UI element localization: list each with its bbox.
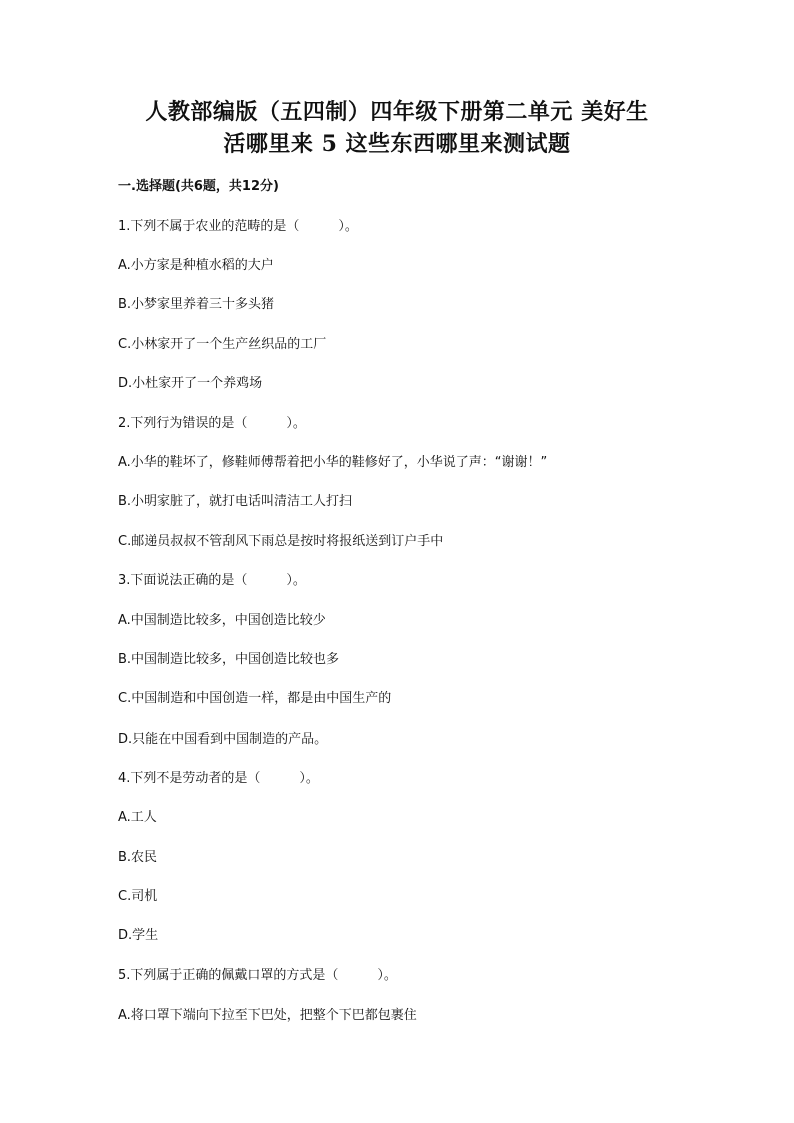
question-4-stem: 4.下列不是劳动者的是（ ）。	[118, 771, 319, 786]
question-5-option-a: A.将口罩下端向下拉至下巴处，把整个下巴都包裹住	[118, 1008, 417, 1023]
question-1-option-a: A.小方家是种植水稻的大户	[118, 258, 274, 273]
question-5-stem: 5.下列属于正确的佩戴口罩的方式是（ ）。	[118, 968, 397, 983]
question-2-option-b: B.小明家脏了，就打电话叫清洁工人打扫	[118, 494, 353, 509]
question-2-option-a: A.小华的鞋坏了，修鞋师傅帮着把小华的鞋修好了，小华说了声：“谢谢！”	[118, 455, 548, 470]
question-1-option-b: B.小梦家里养着三十多头猪	[118, 297, 275, 312]
question-4-option-b: B.农民	[118, 850, 158, 865]
question-3-option-b: B.中国制造比较多，中国创造比较也多	[118, 652, 340, 667]
document-title-line-2: 活哪里来 5 这些东西哪里来测试题	[223, 131, 571, 157]
question-2-option-c: C.邮递员叔叔不管刮风下雨总是按时将报纸送到订户手中	[118, 534, 444, 549]
question-2-stem: 2.下列行为错误的是（ ）。	[118, 416, 306, 431]
question-4-option-a: A.工人	[118, 810, 157, 825]
question-4-option-d: D.学生	[118, 928, 159, 943]
question-3-option-c: C.中国制造和中国创造一样，都是由中国生产的	[118, 691, 392, 706]
question-3-stem: 3.下面说法正确的是（ ）。	[118, 573, 306, 588]
question-4-option-c: C.司机	[118, 889, 158, 904]
question-1-option-d: D.小杜家开了一个养鸡场	[118, 376, 263, 391]
question-3-option-d: D.只能在中国看到中国制造的产品。	[118, 732, 328, 747]
question-1-stem: 1.下列不属于农业的范畴的是（ ）。	[118, 219, 358, 234]
document-title-line-1: 人教部编版（五四制）四年级下册第二单元 美好生	[145, 99, 649, 125]
question-1-option-c: C.小林家开了一个生产丝织品的工厂	[118, 337, 327, 352]
question-3-option-a: A.中国制造比较多，中国创造比较少	[118, 613, 326, 628]
section-heading: 一.选择题(共6题，共12分)	[118, 179, 279, 194]
